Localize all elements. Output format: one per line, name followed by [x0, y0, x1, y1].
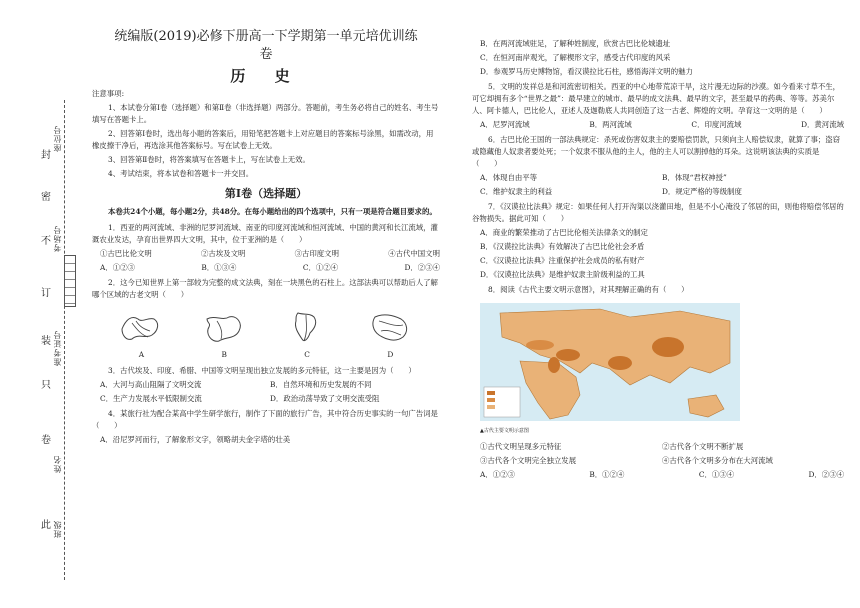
map-legend-swatch — [487, 405, 495, 409]
seal-word: 订 — [41, 288, 51, 299]
q6-option-b[interactable]: B．体现“君权神授” — [662, 173, 727, 182]
right-column — [472, 36, 844, 483]
seal-word: 装 — [41, 336, 51, 347]
seal-word: 密 — [41, 192, 51, 203]
q3-option-b[interactable]: B．自然环境和历史发展的不同 — [270, 380, 372, 389]
exam-title-line2: 卷 — [259, 47, 273, 62]
q4-option-b[interactable]: B．在两河流域驻足，了解种姓制度，欣赏古巴比伦城遗址 — [480, 39, 671, 48]
part1-title: 第Ⅰ卷（选择题） — [224, 187, 308, 200]
seal-word: 不 — [41, 236, 51, 247]
question-8-stem: 8．阅读《古代主要文明示意图》，对其理解正确的有（ ） — [488, 285, 689, 294]
q4-option-c[interactable]: C．在恒河南岸观光，了解楔形文字，感受古代印度的风采 — [480, 53, 671, 62]
map-c-image — [284, 309, 332, 347]
q6-option-a[interactable]: A．体现自由平等 — [480, 173, 538, 182]
q1-item: ③古印度文明 — [294, 249, 339, 258]
q7-option-b[interactable]: B．《汉谟拉比法典》有效解决了古巴比伦社会矛盾 — [480, 242, 645, 251]
q8-statement: ③古代各个文明完全独立发展 — [480, 456, 577, 465]
seat-number-label: 座位号 — [53, 125, 62, 152]
map-label-c[interactable]: C — [304, 350, 310, 359]
map-civilization-region — [556, 349, 580, 361]
question-8-options — [472, 469, 844, 481]
question-1-items — [92, 248, 440, 260]
notice-item: 2、回答第Ⅰ卷时，选出每小题的答案后，用铅笔把答题卡上对应题目的答案标号涂黑，如需改动，用橡皮擦干净后，再选涂其他答案标号。写在试卷上无效。 — [92, 129, 434, 150]
exam-title-line1: 统编版(2019)必修下册高一下学期第一单元培优训练 — [114, 29, 418, 44]
q3-option-c[interactable]: C．生产力发展水平低限制交流 — [100, 394, 202, 403]
q8-option-c[interactable]: C．①③④ — [698, 470, 735, 479]
question-3-options-row2 — [92, 393, 440, 405]
seal-word: 此 — [41, 520, 51, 531]
notice-heading: 注意事项: — [92, 89, 125, 98]
question-5-options — [472, 119, 844, 131]
q8-option-d[interactable]: D．②③④ — [808, 470, 844, 479]
question-7-stem: 7．《汉谟拉比法典》规定：如果任何人打开沟渠以浇灌田地，但是不小心淹没了邻居的田，则他将赔偿邻居的谷物损失。据此可知（ ） — [472, 202, 844, 223]
q5-option-c[interactable]: C．印度河流域 — [691, 120, 742, 129]
question-1-stem: 1．西亚的两河流域、非洲的尼罗河流域、南亚的印度河流域和恒河流域、中国的黄河和长江流域，灌溉农业发达，孕育出世界四大文明，其中，位于亚洲的是（ ） — [92, 223, 438, 244]
q8-option-b[interactable]: B．①②④ — [589, 470, 625, 479]
question-2-map-labels — [92, 349, 440, 361]
map-label-b[interactable]: B — [221, 350, 227, 359]
q1-option-d[interactable]: D．②③④ — [404, 263, 440, 272]
q5-option-a[interactable]: A．尼罗河流域 — [480, 120, 530, 129]
question-8-statements-row1 — [472, 441, 844, 453]
class-field-label: 班级 — [53, 520, 62, 538]
left-column — [92, 28, 440, 448]
notice-item: 1、本试卷分第Ⅰ卷（选择题）和第Ⅱ卷（非选择题）两部分。答题前，考生务必将自己的姓名、考生号填写在答题卡上。 — [92, 103, 439, 124]
binding-margin — [0, 0, 92, 608]
q5-option-b[interactable]: B．两河流域 — [589, 120, 632, 129]
question-5-stem: 5．文明的发祥总是和河流密切相关。西亚的中心地带荒凉干旱，这片漫无边际的沙漠。如今看来寸草不生，可它却拥有多个“世界之最”：最早建立的城市、最早的成文法典、最早的文字，甚至最早的药典、等等。苏美尔人、阿卡德人，巴比伦人，亚述人及迦勒底人共同创造了这一古老、辉煌的文明。孕育这一文明的是（ ） — [472, 82, 841, 115]
seat-number-box[interactable] — [64, 255, 76, 307]
q6-option-d[interactable]: D．规定严格的等级制度 — [662, 187, 742, 196]
exam-room-label: 考场号 — [53, 225, 62, 252]
q5-option-d[interactable]: D．黄河流域 — [801, 120, 844, 129]
q1-option-b[interactable]: B．①③④ — [201, 263, 237, 272]
map-civilization-region — [608, 356, 632, 370]
map-a-image — [118, 309, 166, 347]
exam-title — [92, 28, 440, 64]
q3-option-a[interactable]: A．大河与高山阻隔了文明交流 — [100, 380, 202, 389]
notice-item: 4、考试结束，将本试卷和答题卡一并交回。 — [108, 169, 254, 178]
q8-statement: ①古代文明呈现多元特征 — [480, 442, 562, 451]
subject-title: 历 史 — [230, 67, 302, 85]
map-civilization-region — [526, 340, 554, 350]
q8-statement: ④古代各个文明多分布在大河流域 — [662, 456, 773, 465]
question-3-stem: 3．古代埃及、印度、希腊、中国等文明呈现出独立发展的多元特征，这一主要是因为（ ） — [108, 366, 416, 375]
q4-option-d[interactable]: D．参观罗马历史博物馆，看汉谟拉比石柱，感悟海洋文明的魅力 — [480, 67, 693, 76]
q7-option-d[interactable]: D．《汉谟拉比法典》是维护奴隶主阶级利益的工具 — [480, 270, 645, 279]
seal-word: 只 — [41, 380, 51, 391]
ancient-civilizations-map — [480, 303, 740, 421]
q7-option-c[interactable]: C．《汉谟拉比法典》注重保护社会成员的私有财产 — [480, 256, 645, 265]
q8-option-a[interactable]: A．①②③ — [480, 470, 515, 479]
map-civilization-region — [548, 357, 560, 373]
map-b-image — [201, 309, 249, 347]
q3-option-d[interactable]: D．政治动荡导致了文明交流受阻 — [270, 394, 380, 403]
question-8-statements-row2 — [472, 455, 844, 467]
map-legend-swatch — [487, 398, 495, 402]
map-civilization-region — [652, 337, 684, 357]
question-2-maps — [92, 309, 440, 347]
q1-option-a[interactable]: A．①②③ — [100, 263, 135, 272]
question-2-stem: 2．这今已知世界上第一部较为完整的成文法典，刻在一块黑色的石柱上。这部法典可以帮助后人了解哪个区域的古老文明（ ） — [92, 278, 438, 299]
map-legend-swatch — [487, 391, 495, 395]
map-label-d[interactable]: D — [387, 350, 394, 359]
q1-item: ①古巴比伦文明 — [100, 249, 152, 258]
q1-option-c[interactable]: C．①②④ — [302, 263, 339, 272]
question-4-stem: 4．某旅行社为配合某高中学生研学旅行，制作了下面的旅行广告，其中符合历史事实的一句广告词是（ ） — [92, 409, 438, 430]
part1-intro: 本卷共24个小题，每小题2分，共48分。在每小题给出的四个选项中，只有一项是符合题目要求的。 — [108, 207, 437, 216]
map-label-a[interactable]: A — [138, 350, 145, 359]
question-6-options-row1 — [472, 172, 844, 184]
seal-word: 卷 — [41, 435, 51, 446]
q8-statement: ②古代各个文明不断扩展 — [662, 442, 744, 451]
map-caption: ▲古代主要文明示意图 — [480, 428, 529, 434]
map-d-image — [367, 309, 415, 347]
q7-option-a[interactable]: A．商业的繁荣推动了古巴比伦相关法律条文的制定 — [480, 228, 648, 237]
seal-word: 封 — [41, 150, 51, 161]
question-6-stem: 6．古巴比伦王国的一部法典规定：杀死或伤害奴隶主的要赔偿罚款，只须向主人赔偿奴隶，就算了事；盗窃或隐藏他人奴隶者要处死；一个奴隶不服从他的主人，他的主人可以割掉他的耳朵。这说明该法典的实质是（ ） — [472, 135, 841, 168]
exam-number-label: 准考证号 — [53, 330, 62, 366]
notice-item: 3、回答第Ⅱ卷时，将答案填写在答题卡上，写在试卷上无效。 — [108, 155, 310, 164]
cut-line — [64, 100, 65, 580]
question-1-options — [92, 262, 440, 274]
q1-item: ④古代中国文明 — [388, 249, 440, 258]
question-3-options-row1 — [92, 379, 440, 391]
q4-option-a[interactable]: A．沿尼罗河而行，了解象形文字，领略胡夫金字塔的壮美 — [100, 435, 291, 444]
question-6-options-row2 — [472, 186, 844, 198]
q1-item: ②古埃及文明 — [201, 249, 246, 258]
name-field-label: 姓名 — [53, 455, 62, 473]
q6-option-c[interactable]: C．维护奴隶主的利益 — [480, 187, 553, 196]
